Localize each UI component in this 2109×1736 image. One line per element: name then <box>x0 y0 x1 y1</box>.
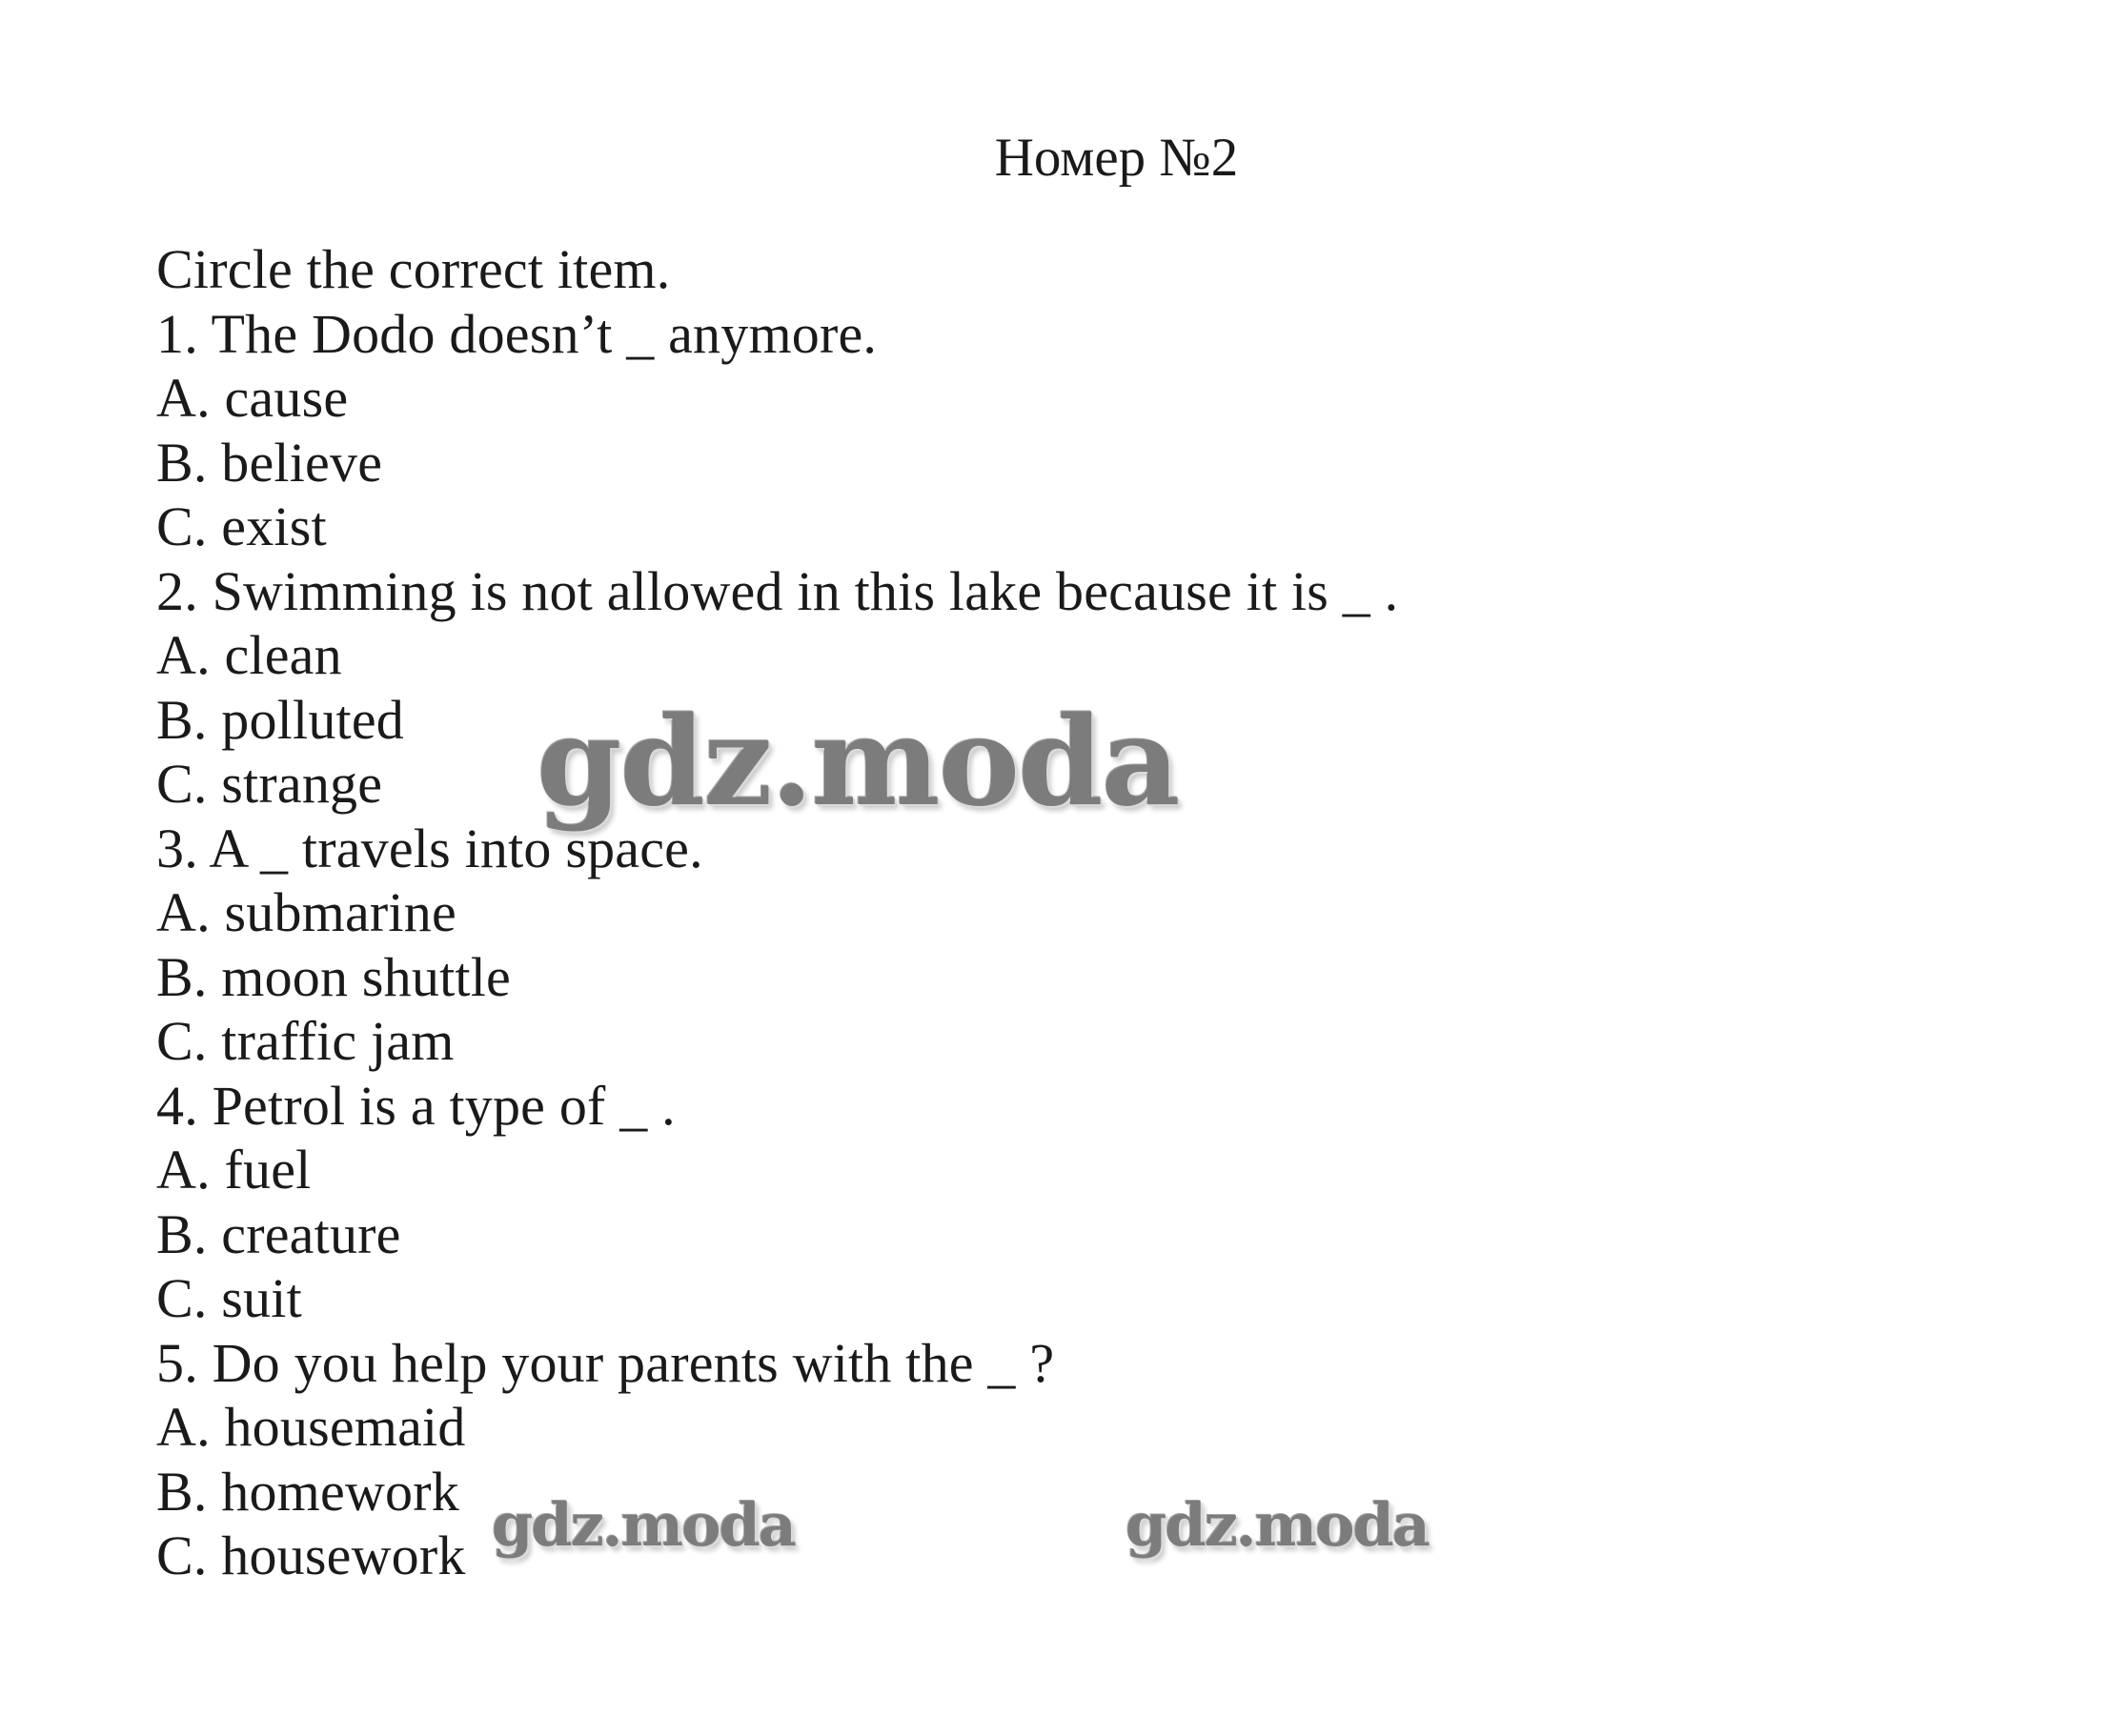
exercise-content <box>156 237 1398 1588</box>
question-5-option-a[interactable]: A. housemaid <box>156 1396 466 1458</box>
question-2-option-a[interactable]: A. clean <box>156 624 342 686</box>
question-2-prompt: 2. Swimming is not allowed in this lake because it is _ . <box>156 559 1399 622</box>
question-4-option-b[interactable]: B. creature <box>156 1202 401 1265</box>
watermark-small-right: gdz.moda <box>1125 1490 1429 1560</box>
question-5-prompt: 5. Do you help your parents with the _ ? <box>156 1331 1055 1394</box>
question-4-prompt: 4. Petrol is a type of _ . <box>156 1074 676 1137</box>
question-4-option-a[interactable]: A. fuel <box>156 1139 312 1201</box>
question-3-option-b[interactable]: B. moon shuttle <box>156 945 511 1008</box>
question-5-option-b[interactable]: B. homework <box>156 1460 459 1523</box>
question-1-option-b[interactable]: B. believe <box>156 431 383 494</box>
question-3-prompt: 3. A _ travels into space. <box>156 817 703 879</box>
question-1-option-a[interactable]: A. cause <box>156 367 349 429</box>
question-4-option-c[interactable]: C. suit <box>156 1267 302 1329</box>
instruction: Circle the correct item. <box>156 238 671 300</box>
question-1-option-c[interactable]: C. exist <box>156 495 327 557</box>
question-2-option-c[interactable]: C. strange <box>156 753 383 815</box>
watermark-large: gdz.moda <box>537 691 1179 834</box>
question-2-option-b[interactable]: B. polluted <box>156 688 404 751</box>
question-3-option-a[interactable]: A. submarine <box>156 881 456 943</box>
page-title: Номер №2 <box>994 128 1239 188</box>
question-3-option-c[interactable]: C. traffic jam <box>156 1010 455 1072</box>
question-5-option-c[interactable]: C. housework <box>156 1524 466 1586</box>
question-1-prompt: 1. The Dodo doesn’t _ anymore. <box>156 302 878 365</box>
watermark-small-left: gdz.moda <box>492 1490 795 1560</box>
